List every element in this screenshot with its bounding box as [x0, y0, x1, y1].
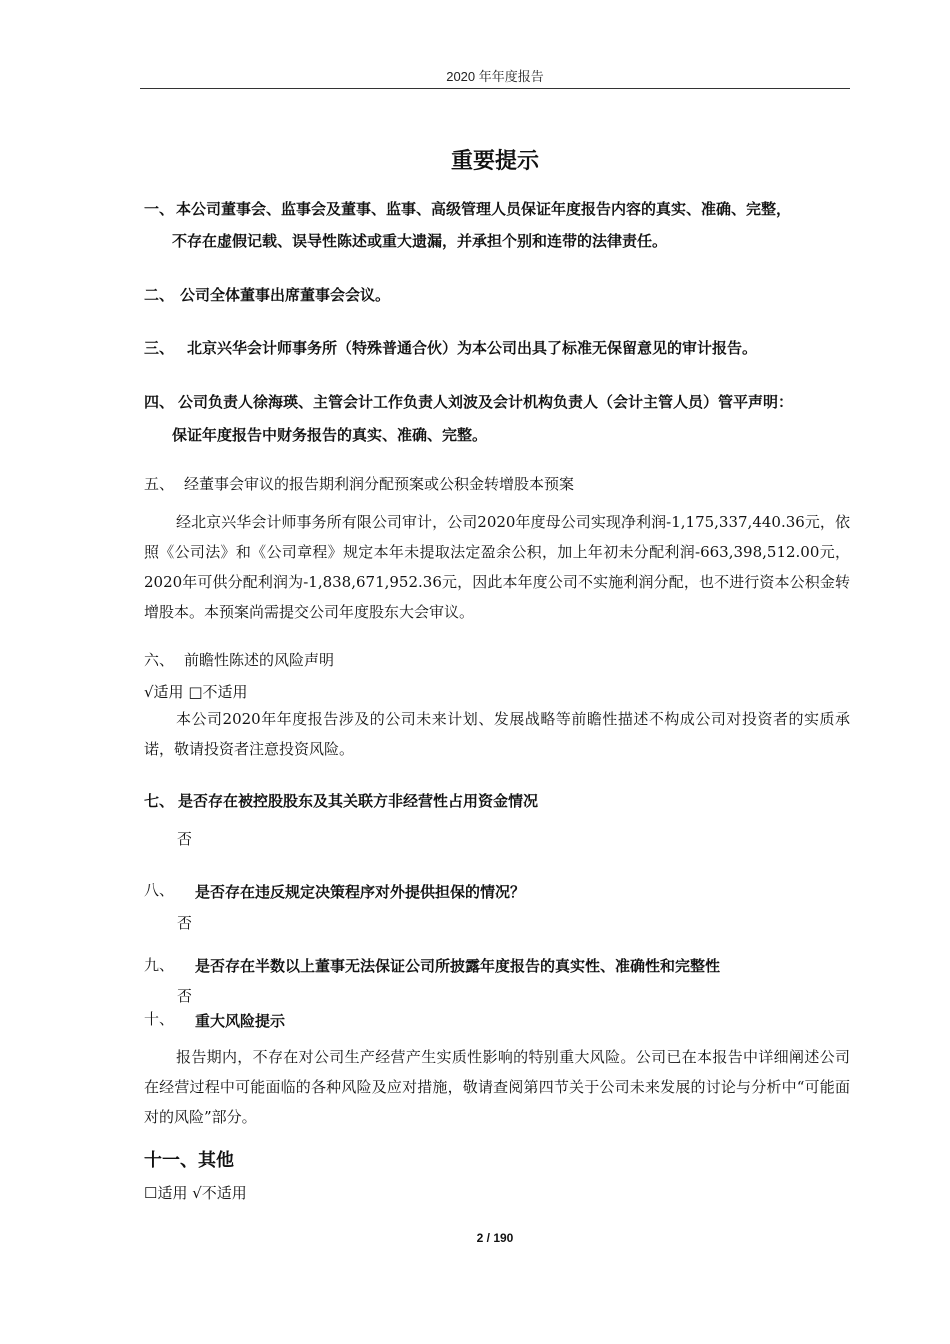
section-9-label: 九、	[144, 956, 175, 974]
section-11-applicability: ☐适用 √不适用	[144, 1184, 247, 1202]
section-6-heading: 前瞻性陈述的风险声明	[184, 651, 335, 669]
section-1-line1: 本公司董事会、监事会及董事、监事、高级管理人员保证年度报告内容的真实、准确、完整，	[176, 200, 792, 218]
section-10-heading: 重大风险提示	[195, 1012, 286, 1030]
section-1-label: 一、	[144, 200, 175, 218]
section-4-line1: 公司负责人徐海瑛、主管会计工作负责人刘波及会计机构负责人（会计主管人员）管平声明：	[178, 393, 794, 411]
section-4-line2: 保证年度报告中财务报告的真实、准确、完整。	[172, 426, 488, 444]
section-6-label: 六、	[144, 651, 175, 669]
section-5-label: 五、	[144, 475, 175, 493]
section-4-label: 四、	[144, 393, 175, 411]
section-8-label: 八、	[144, 881, 175, 899]
section-5-body: 经北京兴华会计师事务所有限公司审计，公司2020年度母公司实现净利润-1,175,337,440.36元，依照《公司法》和《公司章程》规定本年未提取法定盈余公积，加上年初未分配利润-663,398,512.00元，2020年可供分配利润为-1,838,671,952.36元，因此本年度公司不实施利润分配，也不进行资本公积金转增股本。本预案尚需提交公司年度股东大会审议。	[144, 513, 850, 621]
page-number: 2 / 190	[476, 1231, 514, 1245]
section-7-label: 七、	[144, 792, 175, 810]
section-5-heading: 经董事会审议的报告期利润分配预案或公积金转增股本预案	[184, 475, 575, 493]
section-7-answer: 否	[177, 830, 193, 848]
section-6-body: 本公司2020年年度报告涉及的公司未来计划、发展战略等前瞻性描述不构成公司对投资者的实质承诺，敬请投资者注意投资风险。	[144, 710, 850, 758]
section-10-label: 十、	[144, 1010, 175, 1028]
section-8-answer: 否	[177, 914, 193, 932]
page-header: 2020 年年度报告	[446, 69, 544, 84]
page-title: 重要提示	[450, 149, 539, 174]
section-3-text: 北京兴华会计师事务所（特殊普通合伙）为本公司出具了标准无保留意见的审计报告。	[187, 339, 758, 357]
section-10-body: 报告期内，不存在对公司生产经营产生实质性影响的特别重大风险。公司已在本报告中详细阐述公司在经营过程中可能面临的各种风险及应对措施，敬请查阅第四节关于公司未来发展的讨论与分析中“可能面对的风险”部分。	[144, 1048, 850, 1126]
section-7-heading: 是否存在被控股股东及其关联方非经营性占用资金情况	[178, 792, 539, 810]
section-3-label: 三、	[144, 339, 175, 357]
section-1-line2: 不存在虚假记载、误导性陈述或重大遗漏，并承担个别和连带的法律责任。	[172, 232, 668, 250]
section-2-label: 二、	[144, 286, 175, 304]
section-8-heading: 是否存在违反规定决策程序对外提供担保的情况？	[195, 883, 526, 901]
header-rule	[140, 88, 850, 89]
section-9-heading: 是否存在半数以上董事无法保证公司所披露年度报告的真实性、准确性和完整性	[195, 957, 721, 975]
section-9-answer: 否	[177, 987, 193, 1005]
section-2-text: 公司全体董事出席董事会会议。	[180, 286, 391, 304]
section-11-heading: 十一、其他	[144, 1150, 234, 1171]
section-6-applicability: √适用 □不适用	[144, 683, 248, 701]
